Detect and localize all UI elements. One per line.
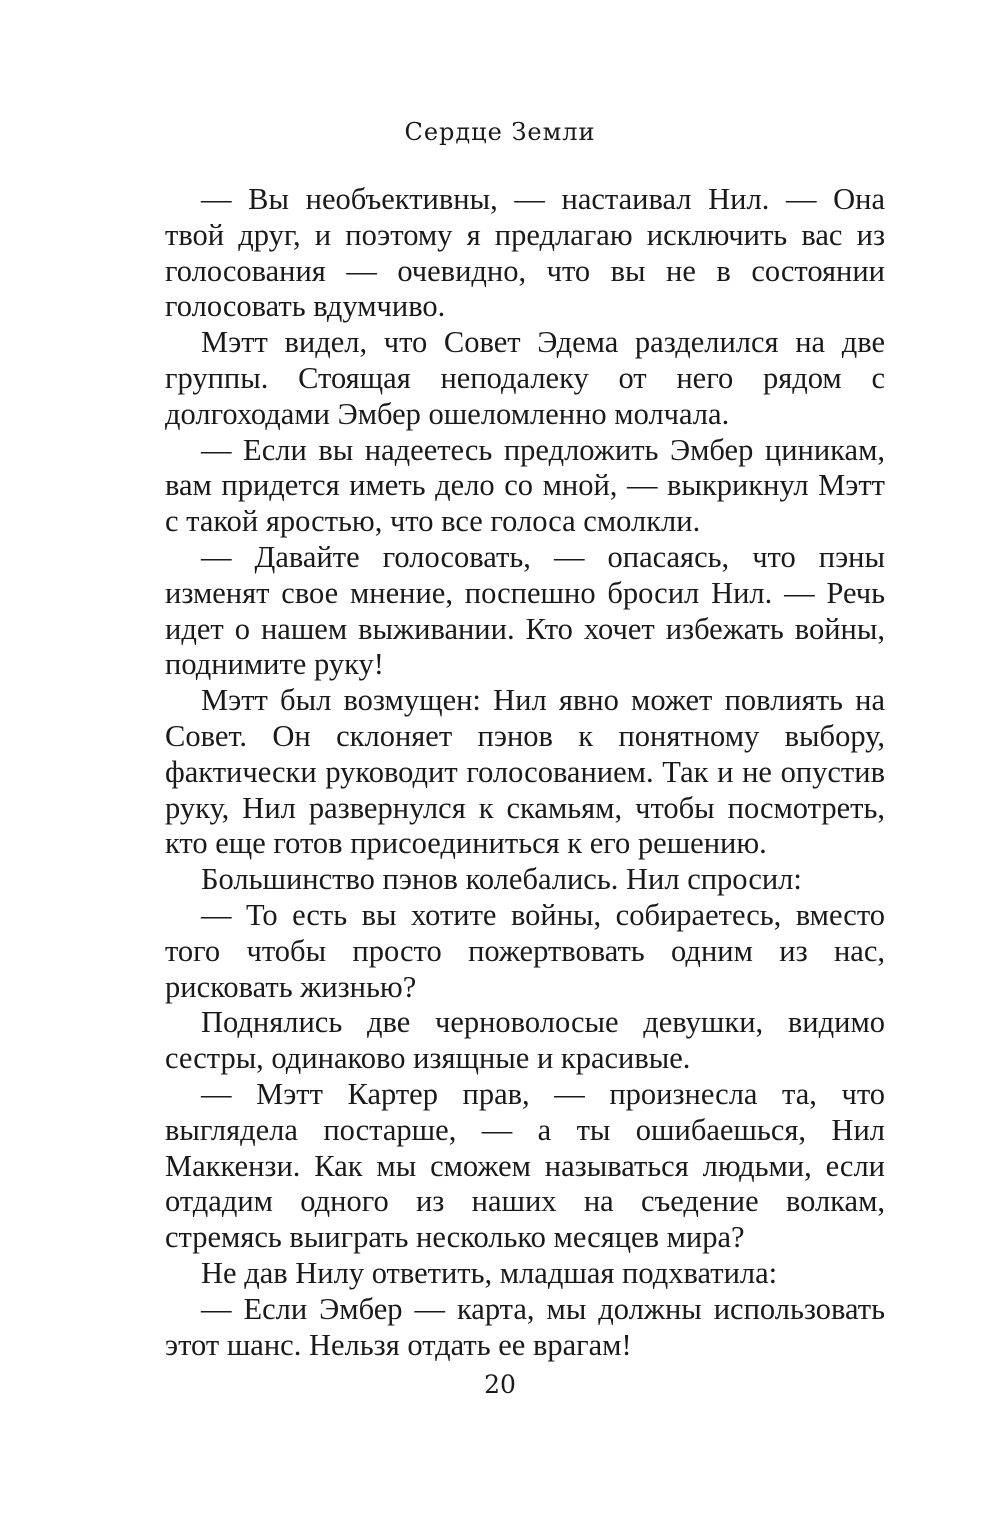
body-text [165, 182, 885, 1363]
paragraph: — Давайте голосовать, — опасаясь, что пэны изменят свое мнение, поспешно бросил Нил. — Речь идет о нашем выживании. Кто хочет избежать войны, поднимите руку! [165, 539, 885, 682]
running-title: Сердце Земли [404, 118, 596, 146]
paragraph: — Мэтт Картер прав, — произнесла та, что выглядела постарше, — а ты ошибаешься, Нил Маккензи. Как мы сможем называться людьми, если отдадим одного из наших на съедение волкам, стремясь выиграть несколько месяцев мира? [165, 1076, 885, 1255]
paragraph: Мэтт видел, что Совет Эдема разделился на две группы. Стоящая неподалеку от него рядом с долгоходами Эмбер ошеломленно молчала. [165, 325, 885, 431]
paragraph: — Если вы надеетесь предложить Эмбер циникам, вам придется иметь дело со мной, — выкрикнул Мэтт с такой яростью, что все голоса смолкли. [165, 432, 885, 539]
paragraph: Не дав Нилу ответить, младшая подхватила: [201, 1255, 778, 1290]
paragraph: — Если Эмбер — карта, мы должны использовать этот шанс. Нельзя отдать ее врагам! [165, 1291, 885, 1362]
page-number: 20 [484, 1370, 516, 1399]
paragraph: — Вы необъективны, — настаивал Нил. — Она твой друг, и поэтому я предлагаю исключить вас из голосования — очевидно, что вы не в состоянии голосовать вдумчиво. [165, 182, 885, 324]
paragraph: Поднялись две черноволосые девушки, видимо сестры, одинаково изящные и красивые. [165, 1005, 885, 1076]
paragraph: Мэтт был возмущен: Нил явно может повлиять на Совет. Он склоняет пэнов к понятному выбору, фактически руководит голосованием. Так и не опустив руку, Нил развернулся к скамьям, чтобы посмотреть, кто еще готов присоединиться к его решению. [165, 683, 885, 861]
paragraph: — То есть вы хотите войны, собираетесь, вместо того чтобы просто пожертвовать одним из нас, рисковать жизнью? [165, 897, 885, 1004]
paragraph: Большинство пэнов колебались. Нил спросил: [201, 862, 802, 897]
